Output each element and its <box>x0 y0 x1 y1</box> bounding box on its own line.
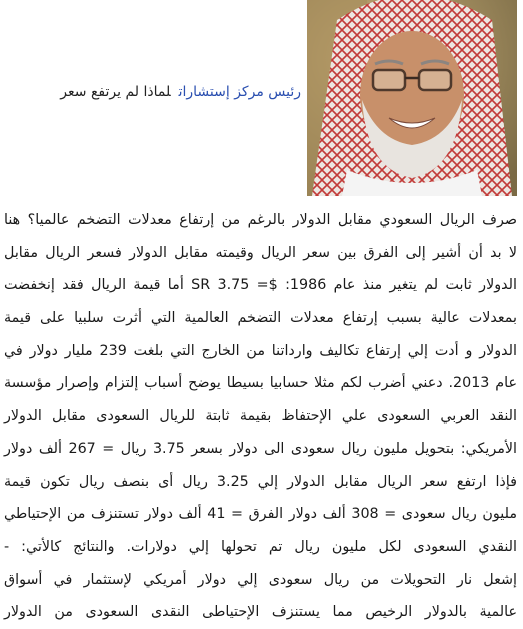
article-line: عالمية بالدولار الرخيص مما يستنزف الإحتياطى النقدى السعودى من الدولار <box>4 604 517 621</box>
article-line: النقدي السعودى لكل مليون ريال تم تحولها إلي دولارات. والنتائج كالأتي: - <box>4 538 517 555</box>
article-line: بمعدلات عالية بسبب إرتفاع معدلات التضخم العالمية التي أثرت سلبيا على قيمة <box>4 310 517 327</box>
portrait-image <box>307 0 517 196</box>
article-line: لا بد أن أشير إلى الفرق بين سعر الريال وقيمته مقابل الدولار فسعر الريال مقابل <box>4 244 517 261</box>
article-line: الأمريكي: بتحويل مليون ريال سعودى الى دولار بسعر 3.75 ريال = 267 ألف دولار <box>4 440 518 457</box>
caption-text: لماذا لم يرتفع سعر <box>60 84 171 100</box>
article-line: مليون ريال سعودى = 308 ألف دولار الفرق = 41 ألف دولار تستنزف من الإحتياطي <box>4 506 517 523</box>
article-line: الدولار و أدت إلي إرتفاع تكاليف وارداتنا من الخارج التي بلغت 239 مليار دولار في <box>4 342 517 359</box>
article-body <box>4 204 517 629</box>
article-line: فإذا ارتفع سعر الريال مقابل الدولار إلي 3.25 ريال أى بنصف ريال تكون قيمة <box>4 473 517 490</box>
author-photo <box>307 0 517 196</box>
article-line: الدولار ثابت لم يتغير منذ عام 1986: $= SR 3.75 أما قيمة الريال فقد إنخفضت <box>4 277 517 294</box>
article-line: إشعل نار التحويلات من ريال سعودى إلي دولار أمريكي لإستثمار في أسواق <box>4 571 517 588</box>
article-line: صرف الريال السعودي مقابل الدولار بالرغم من إرتفاع معدلات التضخم عالميا؟ هنا <box>4 212 517 228</box>
article-line: النقد العربي السعودى علي الإحتفاظ بقيمة ثابتة للريال السعودى مقابل الدولار <box>4 408 517 425</box>
caption-link[interactable]: رئيس مركز إستشارات <box>178 84 301 100</box>
photo-caption <box>60 84 301 100</box>
article-line: عام 2013. دعني أضرب لكم مثلا حسابيا بسيطا يوضح أسباب إلتزام وإصرار مؤسسة <box>4 375 517 392</box>
